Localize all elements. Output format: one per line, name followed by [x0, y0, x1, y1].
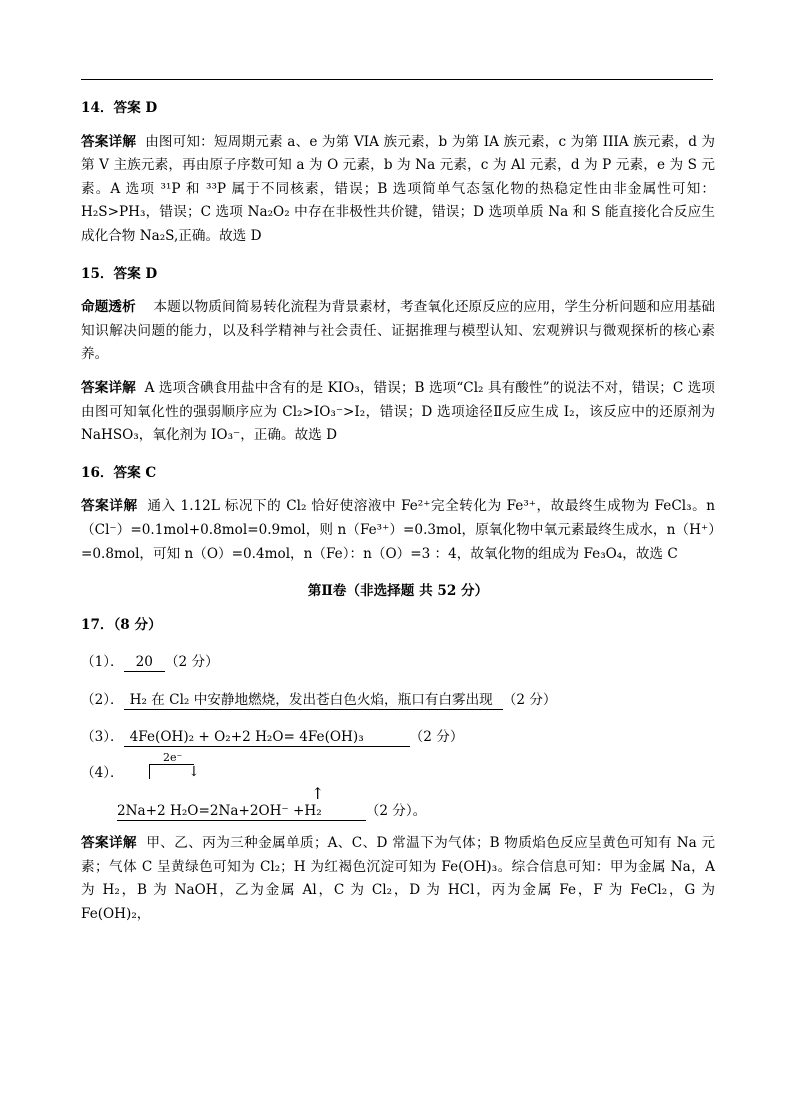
answer-page: [81, 97, 715, 926]
header-rule: [81, 79, 713, 80]
q17-text: 甲、乙、丙为三种金属单质；A、C、D 常温下为气体；B 物质焰色反应呈黄色可知有 Na 元素；气体 C 呈黄绿色可知为 Cl₂；H 为红褐色沉淀可知为 Fe(OH)₃。综合信息可知：甲为金属 Na，A 为 H₂，B 为 NaOH，乙为金属 Al，C 为 Cl₂，D 为 HCl，丙为金属 Fe，F 为 FeCl₂，G 为 Fe(OH)₂，: [81, 835, 715, 922]
q15-explain-text: A 选项含碘食用盐中含有的是 KIO₃，错误；B 选项“Cl₂ 具有酸性”的说法不对，错误；C 选项由图可知氧化性的强弱顺序应为 Cl₂>IO₃⁻>I₂，错误；D 选项途径Ⅱ反应生成 I₂，该反应中的还原剂为 NaHSO₃，氧化剂为 IO₃⁻，正确。故选 D: [81, 379, 715, 444]
q14-text: 由图可知：短周期元素 a、e 为第 VIA 族元素，b 为第 IA 族元素，c 为第 IIIA 族元素，d 为第 V 主族元素，再由原子序数可知 a 为 O 元素，b 为 Na 元素，c 为 Al 元素，d 为 P 元素，e 为 S 元素。A 选项 ³¹P 和 ³³P 属于不同核素，错误；B 选项简单气态氢化物的热稳定性由非金属性可知：H₂S>PH₃，错误；C 选项 Na₂O₂ 中存在非极性共价键，错误；D 选项单质 Na 和 S 能直接化合反应生成化合物 Na₂S,正确。故选 D: [81, 133, 715, 244]
q16-label: 答案详解: [81, 498, 138, 515]
q17-a4-points: （2 分）。: [365, 803, 427, 820]
q17-answer-3: [81, 726, 715, 750]
q17-a4-value: 2Na+2 H₂O=2Na+2OH⁻ +H₂: [117, 802, 366, 821]
q17-answer-2: [81, 689, 715, 713]
q15-heading: 15．答案 D: [81, 265, 158, 282]
q17-a1-points: （2 分）: [164, 654, 219, 671]
q17-a3-num: （3）．: [81, 729, 124, 746]
electron-label: 2e⁻: [163, 751, 183, 765]
q14-label: 答案详解: [81, 133, 137, 150]
q17-label: 答案详解: [81, 835, 137, 852]
q14-explanation: [81, 131, 715, 249]
q15-analysis: [81, 296, 715, 367]
q15-analysis-text: 本题以物质间简易转化流程为背景素材，考查氧化还原反应的应用，学生分析问题和应用基础知识解决问题的能力，以及科学精神与社会责任、证据推理与模型认知、宏观辨识与微观探析的核心素养。: [81, 299, 715, 363]
q15-explanation: [81, 377, 715, 448]
electron-transfer-arrow: [149, 751, 200, 781]
q17-a2-value: H₂ 在 Cl₂ 中安静地燃烧，发出苍白色火焰，瓶口有白雾出现: [124, 691, 503, 710]
q16-text: 通入 1.12L 标况下的 Cl₂ 恰好使溶液中 Fe²⁺完全转化为 Fe³⁺，故最终生成物为 FeCl₃。n（Cl⁻）=0.1mol+0.8mol=0.9mol，则 n（Fe³⁺）=0.3mol，原氧化物中氧元素最终生成水，n（H⁺）=0.8mol，可知 n（O）=0.4mol，n（Fe）：n（O）=3 ：4，故氧化物的组成为 Fe₃O₄，故选 C: [81, 498, 716, 562]
q17-a2-points: （2 分）: [502, 691, 557, 708]
q16-heading: 16．答案 C: [81, 464, 157, 481]
q15-label-explain: 答案详解: [81, 379, 136, 396]
q17-heading: 17．（8 分）: [81, 616, 162, 633]
q17-answer-4: [81, 751, 715, 822]
q14-heading: 14．答案 D: [81, 100, 158, 116]
q17-a3-value: 4Fe(OH)₂ + O₂+2 H₂O= 4Fe(OH)₃: [124, 728, 410, 747]
q17-a1-value: 20: [124, 653, 165, 672]
q15-label-analysis: 命题透析: [81, 299, 136, 316]
arrow-down-icon: ↓: [188, 764, 200, 781]
q17-explanation: [81, 832, 715, 926]
q16-explanation: [81, 495, 715, 566]
q17-answer-1: [81, 651, 715, 675]
section-two-title: 第Ⅱ卷（非选择题 共 52 分）: [307, 583, 489, 600]
q17-a4-num: （4）．: [81, 765, 124, 782]
q17-a1-num: （1）．: [81, 654, 124, 671]
q17-a2-num: （2）．: [81, 691, 124, 708]
gas-arrow-up-icon: ↑: [311, 784, 325, 804]
q17-a3-points: （2 分）: [409, 729, 464, 746]
q17-a4-equation-line: [117, 800, 426, 824]
